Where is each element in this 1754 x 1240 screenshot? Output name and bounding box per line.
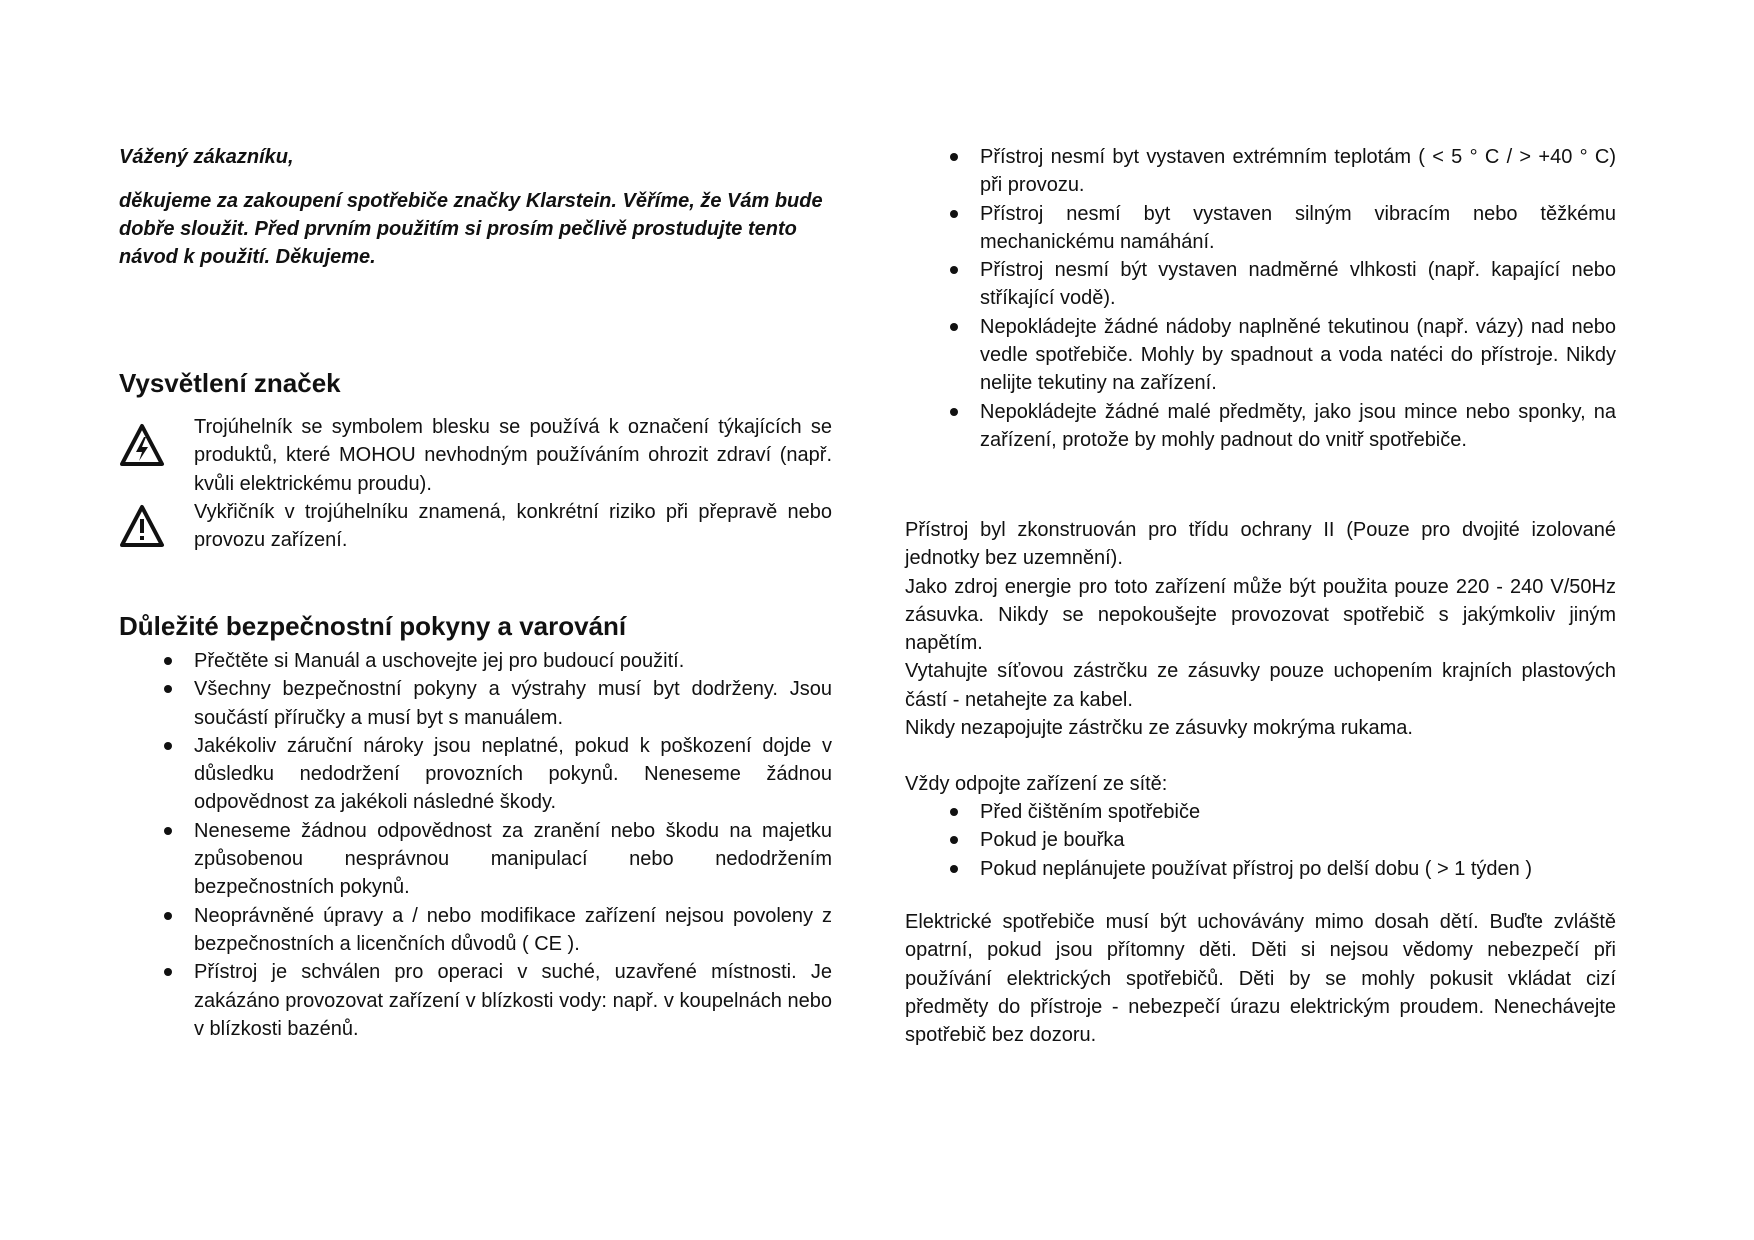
list-item: Nepokládejte žádné nádoby naplněné tekutinou (např. vázy) nad nebo vedle spotřebiče. Mohly by spadnout a voda natéci do přístroje. Nikdy nelijte tekutiny na zařízení.	[905, 313, 1616, 398]
list-item: Všechny bezpečnostní pokyny a výstrahy musí byt dodrženy. Jsou součástí příručky a musí byt s manuálem.	[119, 675, 832, 732]
list-item: Pokud je bouřka	[905, 826, 1616, 854]
left-column	[119, 143, 832, 1040]
unplug-list	[905, 798, 1616, 883]
safety-heading: Důležité bezpečnostní pokyny a varování	[119, 611, 627, 641]
thanks-paragraph: děkujeme za zakoupení spotřebiče značky Klarstein. Věříme, že Vám bude dobře sloužit. Před prvním použitím si prosím pečlivě prostudujte tento návod k použití. Děkujeme.	[119, 190, 823, 268]
power-source-text: Jako zdroj energie pro toto zařízení může být použita pouze 220 - 240 V/50Hz zásuvka. Nikdy se nepokoušejte provozovat spotřebič s jakýmkoliv jiným napětím.	[905, 575, 1616, 655]
unplug-cable-text: Vytahujte síťovou zástrčku ze zásuvky pouze uchopením krajních plastových částí - netahejte za kabel.	[905, 660, 1616, 711]
children-warning-text: Elektrické spotřebiče musí být uchovávány mimo dosah dětí. Buďte zvláště opatrní, pokud jsou přítomny děti. Děti si nejsou vědomy nebezpečí při používání elektrických spotřebičů. Děti by se mohly pokusit vkládat cizí předměty do přístroje - nebezpečí úrazu elektrickým proudem. Nenechávejte spotřebič bez dozoru.	[905, 911, 1616, 1047]
list-item: Přístroj je schválen pro operaci v suché, uzavřené místnosti. Je zakázáno provozovat zařízení v blízkosti vody: např. v koupelnách nebo v blízkosti bazénů.	[119, 958, 832, 1043]
list-item: Přístroj nesmí být vystaven nadměrné vlhkosti (např. kapající nebo stříkající vodě).	[905, 256, 1616, 313]
lightning-warning-triangle-icon	[119, 423, 165, 467]
unplug-intro: Vždy odpojte zařízení ze sítě:	[905, 773, 1168, 795]
greeting: Vážený zákazníku,	[119, 146, 294, 168]
wet-hands-text: Nikdy nezapojujte zástrčku ze zásuvky mokrýma rukama.	[905, 717, 1413, 740]
list-item: Přečtěte si Manuál a uschovejte jej pro budoucí použití.	[119, 647, 832, 675]
list-item: Neoprávněné úpravy a / nebo modifikace zařízení nejsou povoleny z bezpečnostních a licenčních důvodů ( CE ).	[119, 902, 832, 959]
symbols-heading: Vysvětlení značek	[119, 368, 341, 398]
symbol-text-exclamation: Vykřičník v trojúhelníku znamená, konkrétní riziko při přepravě nebo provozu zařízení.	[194, 501, 832, 552]
list-item: Přístroj nesmí byt vystaven silným vibracím nebo těžkému mechanickému namáhání.	[905, 200, 1616, 257]
safety-list	[119, 647, 832, 1043]
symbol-text-lightning: Trojúhelník se symbolem blesku se používá k označení týkajících se produktů, které MOHOU nevhodným používáním ohrozit zdraví (např. kvůli elektrickému proudu).	[194, 416, 832, 495]
list-item: Nepokládejte žádné malé předměty, jako jsou mince nebo sponky, na zařízení, protože by mohly padnout do vnitř spotřebiče.	[905, 398, 1616, 455]
electrical-block	[905, 516, 1616, 742]
list-item: Jakékoliv záruční nároky jsou neplatné, pokud k poškození dojde v důsledku nedodržení provozních pokynů. Neneseme žádnou odpovědnost za jakékoli následné škody.	[119, 732, 832, 817]
exclamation-warning-triangle-icon	[119, 504, 165, 548]
list-item: Pokud neplánujete používat přístroj po delší dobu ( > 1 týden )	[905, 855, 1616, 883]
list-item: Přístroj nesmí byt vystaven extrémním teplotám ( < 5 ° C / > +40 ° C) při provozu.	[905, 143, 1616, 200]
precautions-list	[905, 143, 1616, 454]
list-item: Před čištěním spotřebiče	[905, 798, 1616, 826]
list-item: Neneseme žádnou odpovědnost za zranění nebo škodu na majetku způsobenou nesprávnou manipulací nebo nedodržením bezpečnostních pokynů.	[119, 817, 832, 902]
protection-class-text: Přístroj byl zkonstruován pro třídu ochrany II (Pouze pro dvojité izolované jednotky bez uzemnění).	[905, 519, 1616, 570]
